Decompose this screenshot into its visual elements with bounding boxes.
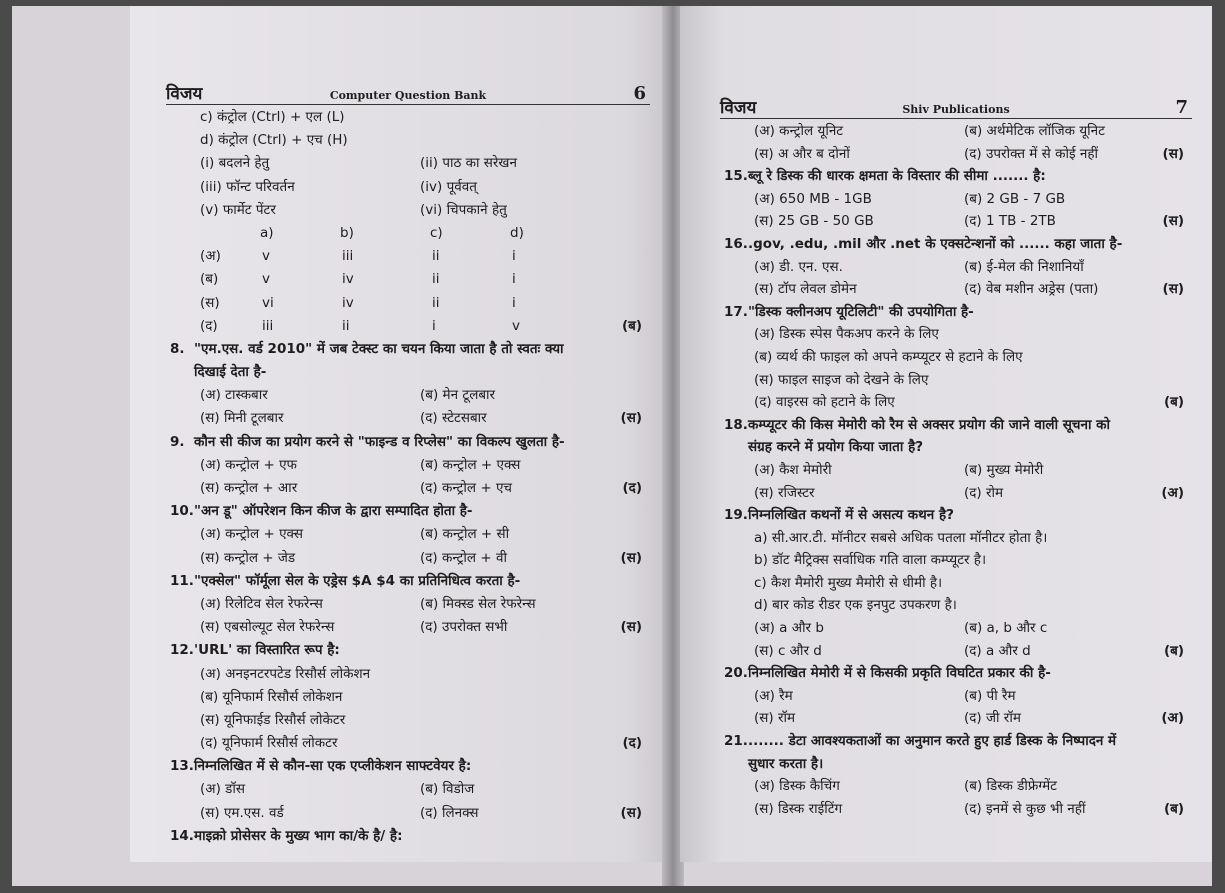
text-line [724, 753, 1192, 776]
text-line [724, 210, 1192, 233]
text-line [724, 414, 1192, 437]
question-number: 21. [724, 733, 748, 750]
text-line [724, 594, 1192, 617]
text-line [724, 549, 1192, 572]
option-text: (iv) पूर्ववत् [420, 178, 477, 195]
page-number: 6 [633, 83, 646, 104]
match-cell: ii [432, 271, 440, 288]
option-text: (द) कन्ट्रोल + वी [420, 549, 507, 566]
text-line [724, 617, 1192, 640]
option-text: (ब) मुख्य मेमोरी [964, 461, 1044, 478]
text-line [724, 369, 1192, 392]
question-text: सुधार करता है। [748, 755, 824, 772]
page-number: 7 [1175, 97, 1188, 118]
text-line [170, 825, 650, 848]
question-text: संग्रह करने में प्रयोग किया जाता है? [748, 439, 924, 456]
option-text: (ब) पी रैम [964, 687, 1016, 704]
option-text: (v) फार्मेट पेंटर [200, 201, 276, 218]
answer-key: (स) [620, 619, 642, 636]
match-cell: v [262, 248, 270, 265]
question-text: 'URL' का विस्तारित रूप है: [194, 642, 340, 659]
option-text: (अ) 650 MB - 1GB [754, 190, 872, 207]
option-text: (स) कन्ट्रोल + जेड [200, 549, 296, 566]
running-title: Computer Question Bank [329, 89, 487, 102]
option-text: (ब) 2 GB - 7 GB [964, 190, 1066, 207]
book-spread [12, 6, 1212, 886]
option-text: (ब) यूनिफार्म रिसौर्स लोकेशन [200, 688, 343, 705]
option-text: (vi) चिपकाने हेतु [420, 201, 507, 218]
question-text: "एम.एस. वर्ड 2010" में जब टेक्स्ट का चयन किया जाता है तो स्वतः क्या [194, 340, 564, 357]
option-text: (ब) कन्ट्रोल + एक्स [420, 456, 521, 473]
option-text: (द) उपरोक्त में से कोई नहीं [964, 145, 1099, 162]
text-line [724, 572, 1192, 595]
option-text: c) कंट्रोल (Ctrl) + एल (L) [200, 109, 345, 125]
question-number: 19. [724, 507, 748, 524]
text-line [170, 663, 650, 686]
question-number: 11. [170, 572, 194, 589]
text-line [170, 176, 650, 199]
option-text: (द) रोम [964, 484, 1004, 501]
option-text: (ब) ई-मेल की निशानियाँ [964, 258, 1084, 275]
text-line [170, 407, 650, 430]
question-number: 18. [724, 416, 748, 433]
question-number: 14. [170, 827, 194, 844]
match-cell: iii [262, 317, 274, 334]
option-text: (स) एम.एस. वर्ड [200, 804, 284, 821]
match-cell: i [512, 271, 516, 288]
option-text: (ब) मेन टूलबार [420, 387, 496, 404]
option-text: (ब) मिक्स्ड सेल रेफरेन्स [420, 595, 536, 612]
match-cell: iv [342, 271, 354, 288]
text-line [170, 315, 650, 338]
option-text: c) कैश मैमोरी मुख्य मैमोरी से धीमी है। [754, 574, 943, 591]
text-line [724, 459, 1192, 482]
option-text: (स) फाइल साइज को देखने के लिए [754, 371, 929, 388]
text-line [724, 391, 1192, 414]
option-text: (अ) अनइनटरपटेड रिसौर्स लोकेशन [200, 665, 371, 682]
match-cell: ii [342, 317, 350, 334]
option-text: (अ) कन्ट्रोल + एफ [200, 456, 297, 473]
match-cell: i [512, 294, 516, 311]
answer-key: (द) [622, 480, 642, 496]
answer-key: (अ) [1161, 484, 1184, 501]
match-header: d) [510, 224, 524, 241]
text-line [170, 755, 650, 778]
question-number: 16. [724, 235, 748, 252]
question-text: "एक्सेल" फॉर्मूला सेल के एड्रेस $A $4 का प्रतिनिधित्व करता है- [194, 572, 521, 589]
question-number: 20. [724, 665, 748, 682]
question-text: ....... डेटा आवश्यकताओं का अनुमान करते हुए हार्ड डिस्क के निष्पादन में [748, 733, 1117, 750]
text-line [724, 323, 1192, 346]
left-page [130, 6, 670, 862]
option-text: (स) एबसोल्यूट सेल रेफरेन्स [200, 619, 335, 636]
match-cell: ii [432, 248, 440, 265]
match-header: b) [340, 224, 354, 241]
option-text: (अ) डॉस [200, 781, 245, 798]
match-cell: i [512, 248, 516, 265]
question-text: माइक्रो प्रोसेसर के मुख्य भाग का/के है/ है: [194, 827, 403, 844]
answer-key: (स) [620, 549, 642, 566]
option-text: (अ) डिस्क कैचिंग [754, 778, 840, 795]
option-text: (अ) कन्ट्रोल यूनिट [754, 123, 844, 139]
option-text: (ii) पाठ का सरेखन [420, 155, 517, 172]
text-line [724, 188, 1192, 211]
text-line [170, 129, 650, 152]
option-text: (ब) व्यर्थ की फाइल को अपने कम्प्यूटर से हटाने के लिए [754, 348, 1023, 365]
match-cell: iii [342, 248, 354, 265]
option-text: a) सी.आर.टी. मॉनीटर सबसे अधिक पतला मॉनीटर होता है। [754, 529, 1048, 546]
text-line [724, 346, 1192, 369]
answer-key: (स) [1162, 145, 1184, 162]
text-line [170, 547, 650, 570]
option-text: (द) स्टेटसबार [420, 410, 487, 427]
question-text: कौन सी कीज का प्रयोग करने से "फाइन्ड व रिप्लेस" का विकल्प खुलता है- [194, 433, 565, 450]
text-line [170, 616, 650, 639]
text-line [170, 292, 650, 315]
question-text: "डिस्क क्लीनअप यूटिलिटी" की उपयोगिता है- [748, 303, 974, 320]
option-text: (स) डिस्क राईटिंग [754, 800, 843, 817]
option-text: (द) वेब मशीन अड्रेस (पता) [964, 281, 1099, 298]
option-text: (स) यूनिफाईड रिसौर्स लोकेटर [200, 711, 346, 728]
text-line [170, 199, 650, 222]
text-line [170, 477, 650, 500]
left-page-content [170, 106, 650, 848]
question-text: ब्लू रे डिस्क की धारक क्षमता के विस्तार की सीमा ....... है: [748, 168, 1046, 185]
answer-key: (द) [622, 735, 642, 752]
text-line [170, 431, 650, 454]
option-text: (द) a और d [964, 642, 1031, 659]
match-header: a) [260, 224, 274, 241]
text-line [724, 165, 1192, 188]
option-text: (द) जी रॉम [964, 710, 1021, 727]
match-label: (अ) [200, 248, 221, 265]
question-text: निम्नलिखित में से कौन-सा एक एप्लीकेशन साफ्टवेयर है: [194, 758, 472, 775]
text-line [170, 778, 650, 801]
right-page [680, 6, 1212, 862]
text-line [724, 730, 1192, 753]
text-line [170, 152, 650, 175]
option-text: (स) 25 GB - 50 GB [754, 213, 874, 230]
option-text: (स) मिनी टूलबार [200, 410, 284, 427]
option-text: (अ) रिलेटिव सेल रेफरेन्स [200, 595, 323, 612]
publisher-brand: विजय [166, 84, 203, 104]
text-line [170, 268, 650, 291]
option-text: (अ) कैश मेमोरी [754, 461, 832, 478]
text-line [724, 233, 1192, 256]
question-number: 15. [724, 168, 748, 185]
option-text: (ब) डिस्क डीफ्रेग्मेंट [964, 778, 1057, 795]
answer-key: (अ) [1161, 710, 1184, 727]
text-line [724, 301, 1192, 324]
match-cell: vi [262, 294, 274, 311]
match-cell: i [432, 317, 436, 334]
option-text: (स) रजिस्टर [754, 484, 815, 501]
option-text: (i) बदलने हेतु [200, 155, 270, 172]
question-number: 13. [170, 758, 194, 775]
option-text: (ब) विडोज [420, 781, 475, 798]
left-page-header [166, 78, 650, 105]
question-text: .gov, .edu, .mil और .net के एक्सटेन्शनों को ...... कहा जाता है- [748, 235, 1123, 252]
answer-key: (ब) [621, 317, 642, 334]
option-text: (स) कन्ट्रोल + आर [200, 480, 298, 496]
text-line [170, 570, 650, 593]
option-text: (स) c और d [754, 642, 822, 659]
text-line [170, 384, 650, 407]
text-line [170, 338, 650, 361]
text-line [724, 143, 1192, 166]
right-page-content [724, 120, 1192, 820]
match-header: c) [430, 224, 443, 241]
option-text: (अ) a और b [754, 620, 824, 637]
right-page-header [720, 92, 1192, 119]
option-text: d) बार कोड रीडर एक इनपुट उपकरण है। [754, 597, 957, 614]
text-line [170, 639, 650, 662]
match-label: (द) [200, 317, 218, 334]
text-line [170, 802, 650, 825]
text-line [170, 732, 650, 755]
option-text: (द) वाइरस को हटाने के लिए [754, 394, 895, 411]
text-line [170, 593, 650, 616]
option-text: (ब) a, b और c [964, 620, 1048, 637]
option-text: b) डॉट मैट्रिक्स सर्वाधिक गति वाला कम्प्यूटर है। [754, 552, 987, 569]
text-line [724, 120, 1192, 143]
text-line [724, 685, 1192, 708]
option-text: (द) इनमें से कुछ भी नहीं [964, 800, 1086, 817]
option-text: (iii) फॉन्ट परिवर्तन [200, 178, 295, 195]
answer-key: (ब) [1163, 642, 1184, 659]
text-line [724, 256, 1192, 279]
option-text: (द) कन्ट्रोल + एच [420, 480, 512, 496]
question-text: निम्नलिखित कथनों में से असत्य कथन है? [748, 507, 954, 524]
option-text: (अ) रैम [754, 687, 793, 704]
answer-key: (स) [1162, 213, 1184, 230]
question-number: 10. [170, 503, 194, 520]
match-label: (ब) [200, 271, 219, 288]
option-text: (स) अ और ब दोनों [754, 145, 850, 162]
match-cell: v [512, 317, 520, 334]
answer-key: (ब) [1163, 394, 1184, 411]
text-line [724, 798, 1192, 821]
text-line [724, 482, 1192, 505]
option-text: (द) यूनिफार्म रिसौर्स लोकटर [200, 735, 338, 752]
option-text: (ब) अर्थमेटिक लॉजिक यूनिट [964, 123, 1105, 139]
option-text: (अ) टास्कबार [200, 387, 268, 404]
option-text: (द) लिनक्स [420, 804, 479, 821]
text-line [170, 709, 650, 732]
option-text: (स) टॉप लेवल डोमेन [754, 281, 857, 298]
text-line [724, 640, 1192, 663]
answer-key: (स) [620, 804, 642, 821]
text-line [170, 245, 650, 268]
text-line [724, 436, 1192, 459]
question-text: दिखाई देता है- [194, 364, 267, 381]
text-line [170, 686, 650, 709]
text-line [724, 775, 1192, 798]
text-line [170, 454, 650, 477]
option-text: (अ) डी. एन. एस. [754, 258, 843, 275]
answer-key: (स) [620, 410, 642, 427]
text-line [724, 504, 1192, 527]
option-text: (अ) कन्ट्रोल + एक्स [200, 526, 303, 543]
question-text: "अन डू" ऑपरेशन किन कीज के द्वारा सम्पादित होता है- [194, 503, 473, 520]
option-text: (ब) कन्ट्रोल + सी [420, 526, 510, 543]
text-line [170, 500, 650, 523]
question-number: 8. [170, 340, 185, 357]
running-title: Shiv Publications [902, 103, 1010, 116]
text-line [724, 278, 1192, 301]
option-text: (द) 1 TB - 2TB [964, 213, 1056, 230]
question-number: 9. [170, 433, 185, 450]
text-line [724, 527, 1192, 550]
publisher-brand: विजय [720, 98, 757, 118]
answer-key: (स) [1162, 281, 1184, 298]
text-line [170, 523, 650, 546]
match-cell: v [262, 271, 270, 288]
option-text: (स) रॉम [754, 710, 796, 727]
option-text: (द) उपरोक्त सभी [420, 619, 508, 636]
question-text: निम्नलिखित मेमोरी में से किसकी प्रकृति विघटित प्रकार की है- [748, 665, 1051, 682]
match-label: (स) [200, 294, 220, 311]
question-number: 12. [170, 642, 194, 659]
text-line [170, 106, 650, 129]
match-cell: ii [432, 294, 440, 311]
text-line [724, 662, 1192, 685]
question-text: कम्प्यूटर की किस मेमोरी को रैम से अक्सर प्रयोग की जाने वाली सूचना को [748, 416, 1111, 433]
text-line [724, 707, 1192, 730]
text-line [170, 222, 650, 245]
option-text: (अ) डिस्क स्पेस पैकअप करने के लिए [754, 326, 939, 343]
match-cell: iv [342, 294, 354, 311]
answer-key: (ब) [1163, 800, 1184, 817]
option-text: d) कंट्रोल (Ctrl) + एच (H) [200, 132, 348, 149]
text-line [170, 361, 650, 384]
question-number: 17. [724, 303, 748, 320]
